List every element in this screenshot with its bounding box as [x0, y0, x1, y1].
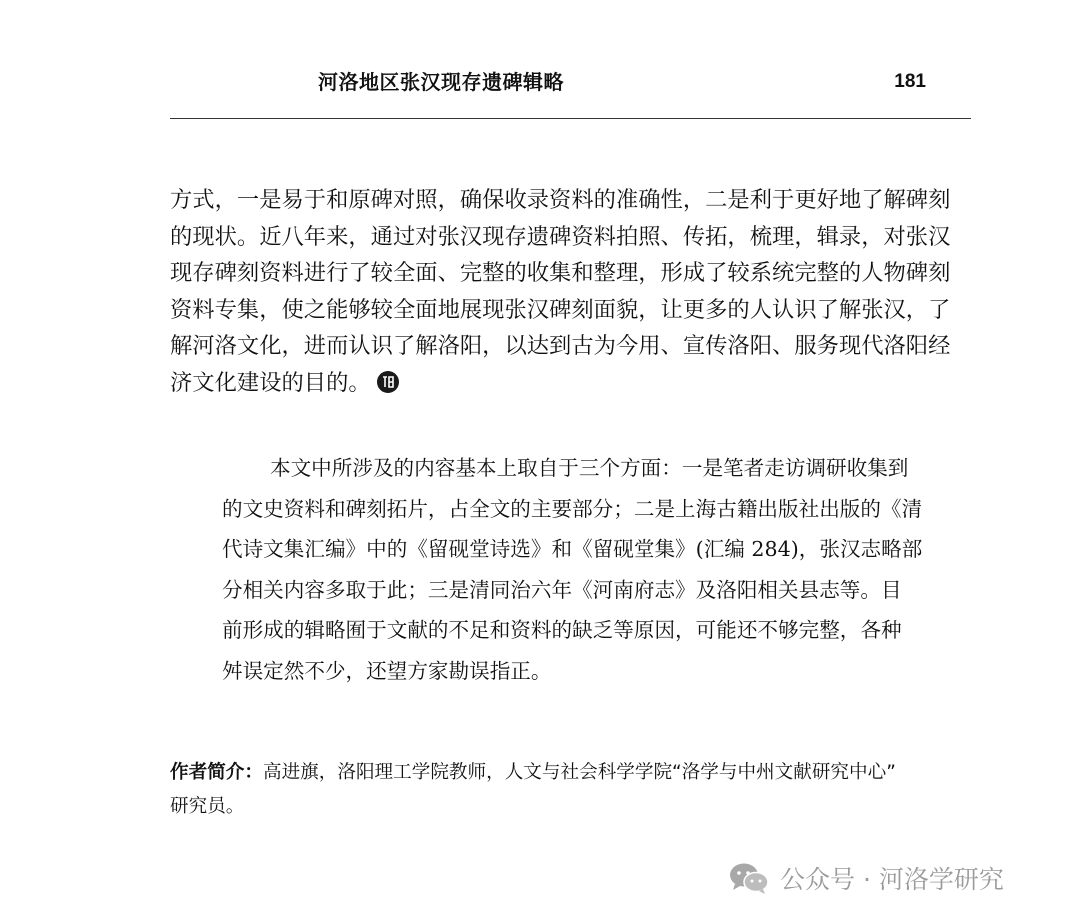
note-line: 分相关内容多取于此；三是清同治六年《河南府志》及洛阳相关县志等。目: [222, 577, 902, 602]
note-line: 舛误定然不少，还望方家勘误指正。: [222, 658, 552, 683]
body-line: 资料专集，使之能够较全面地展现张汉碑刻面貌，让更多的人认识了解张汉，了: [170, 296, 951, 323]
wechat-watermark: [728, 858, 1004, 898]
body-last-line: [170, 365, 976, 402]
body-line: 济文化建设的目的。: [170, 369, 371, 396]
seal-end-mark-icon: [377, 371, 399, 393]
note-line: 前形成的辑略囿于文献的不足和资料的缺乏等原因，可能还不够完整，各种: [222, 618, 902, 642]
running-header: [170, 64, 970, 100]
author-bio-line: 研究员。: [170, 796, 245, 817]
body-line: 解河洛文化，进而认识了解洛阳，以达到古为今用、宣传洛阳、服务现代洛阳经: [170, 333, 951, 359]
body-paragraph: [170, 182, 976, 401]
note-line: 本文中所涉及的内容基本上取自于三个方面：一是笔者走访调研收集到: [270, 456, 909, 480]
source-note: [222, 448, 978, 691]
note-line: 的文史资料和碑刻拓片，占全文的主要部分；二是上海古籍出版社出版的《清: [222, 496, 923, 521]
wechat-icon: [728, 861, 770, 895]
author-bio-text: 高进旗，洛阳理工学院教师，人文与社会科学学院“洛学与中州文献研究中心”: [262, 762, 896, 783]
author-bio: [170, 756, 976, 824]
body-line: 现存碑刻资料进行了较全面、完整的收集和整理，形成了较系统完整的人物碑刻: [170, 260, 951, 286]
running-title: 河洛地区张汉现存遗碑辑略: [318, 70, 564, 94]
watermark-text: 公众号 · 河洛学研究: [780, 865, 1004, 894]
note-line: 代诗文集汇编》中的《留砚堂诗选》和《留砚堂集》(汇编 284)，张汉志略部: [222, 537, 923, 561]
header-rule: [170, 118, 971, 119]
body-line: 的现状。近八年来，通过对张汉现存遗碑资料拍照、传拓，梳理，辑录，对张汉: [170, 223, 951, 250]
author-bio-line: [170, 756, 976, 790]
body-line: 方式，一是易于和原碑对照，确保收录资料的准确性，二是利于更好地了解碑刻: [170, 187, 951, 213]
page-number: 181: [894, 71, 926, 92]
author-label: 作者简介：: [170, 762, 263, 783]
